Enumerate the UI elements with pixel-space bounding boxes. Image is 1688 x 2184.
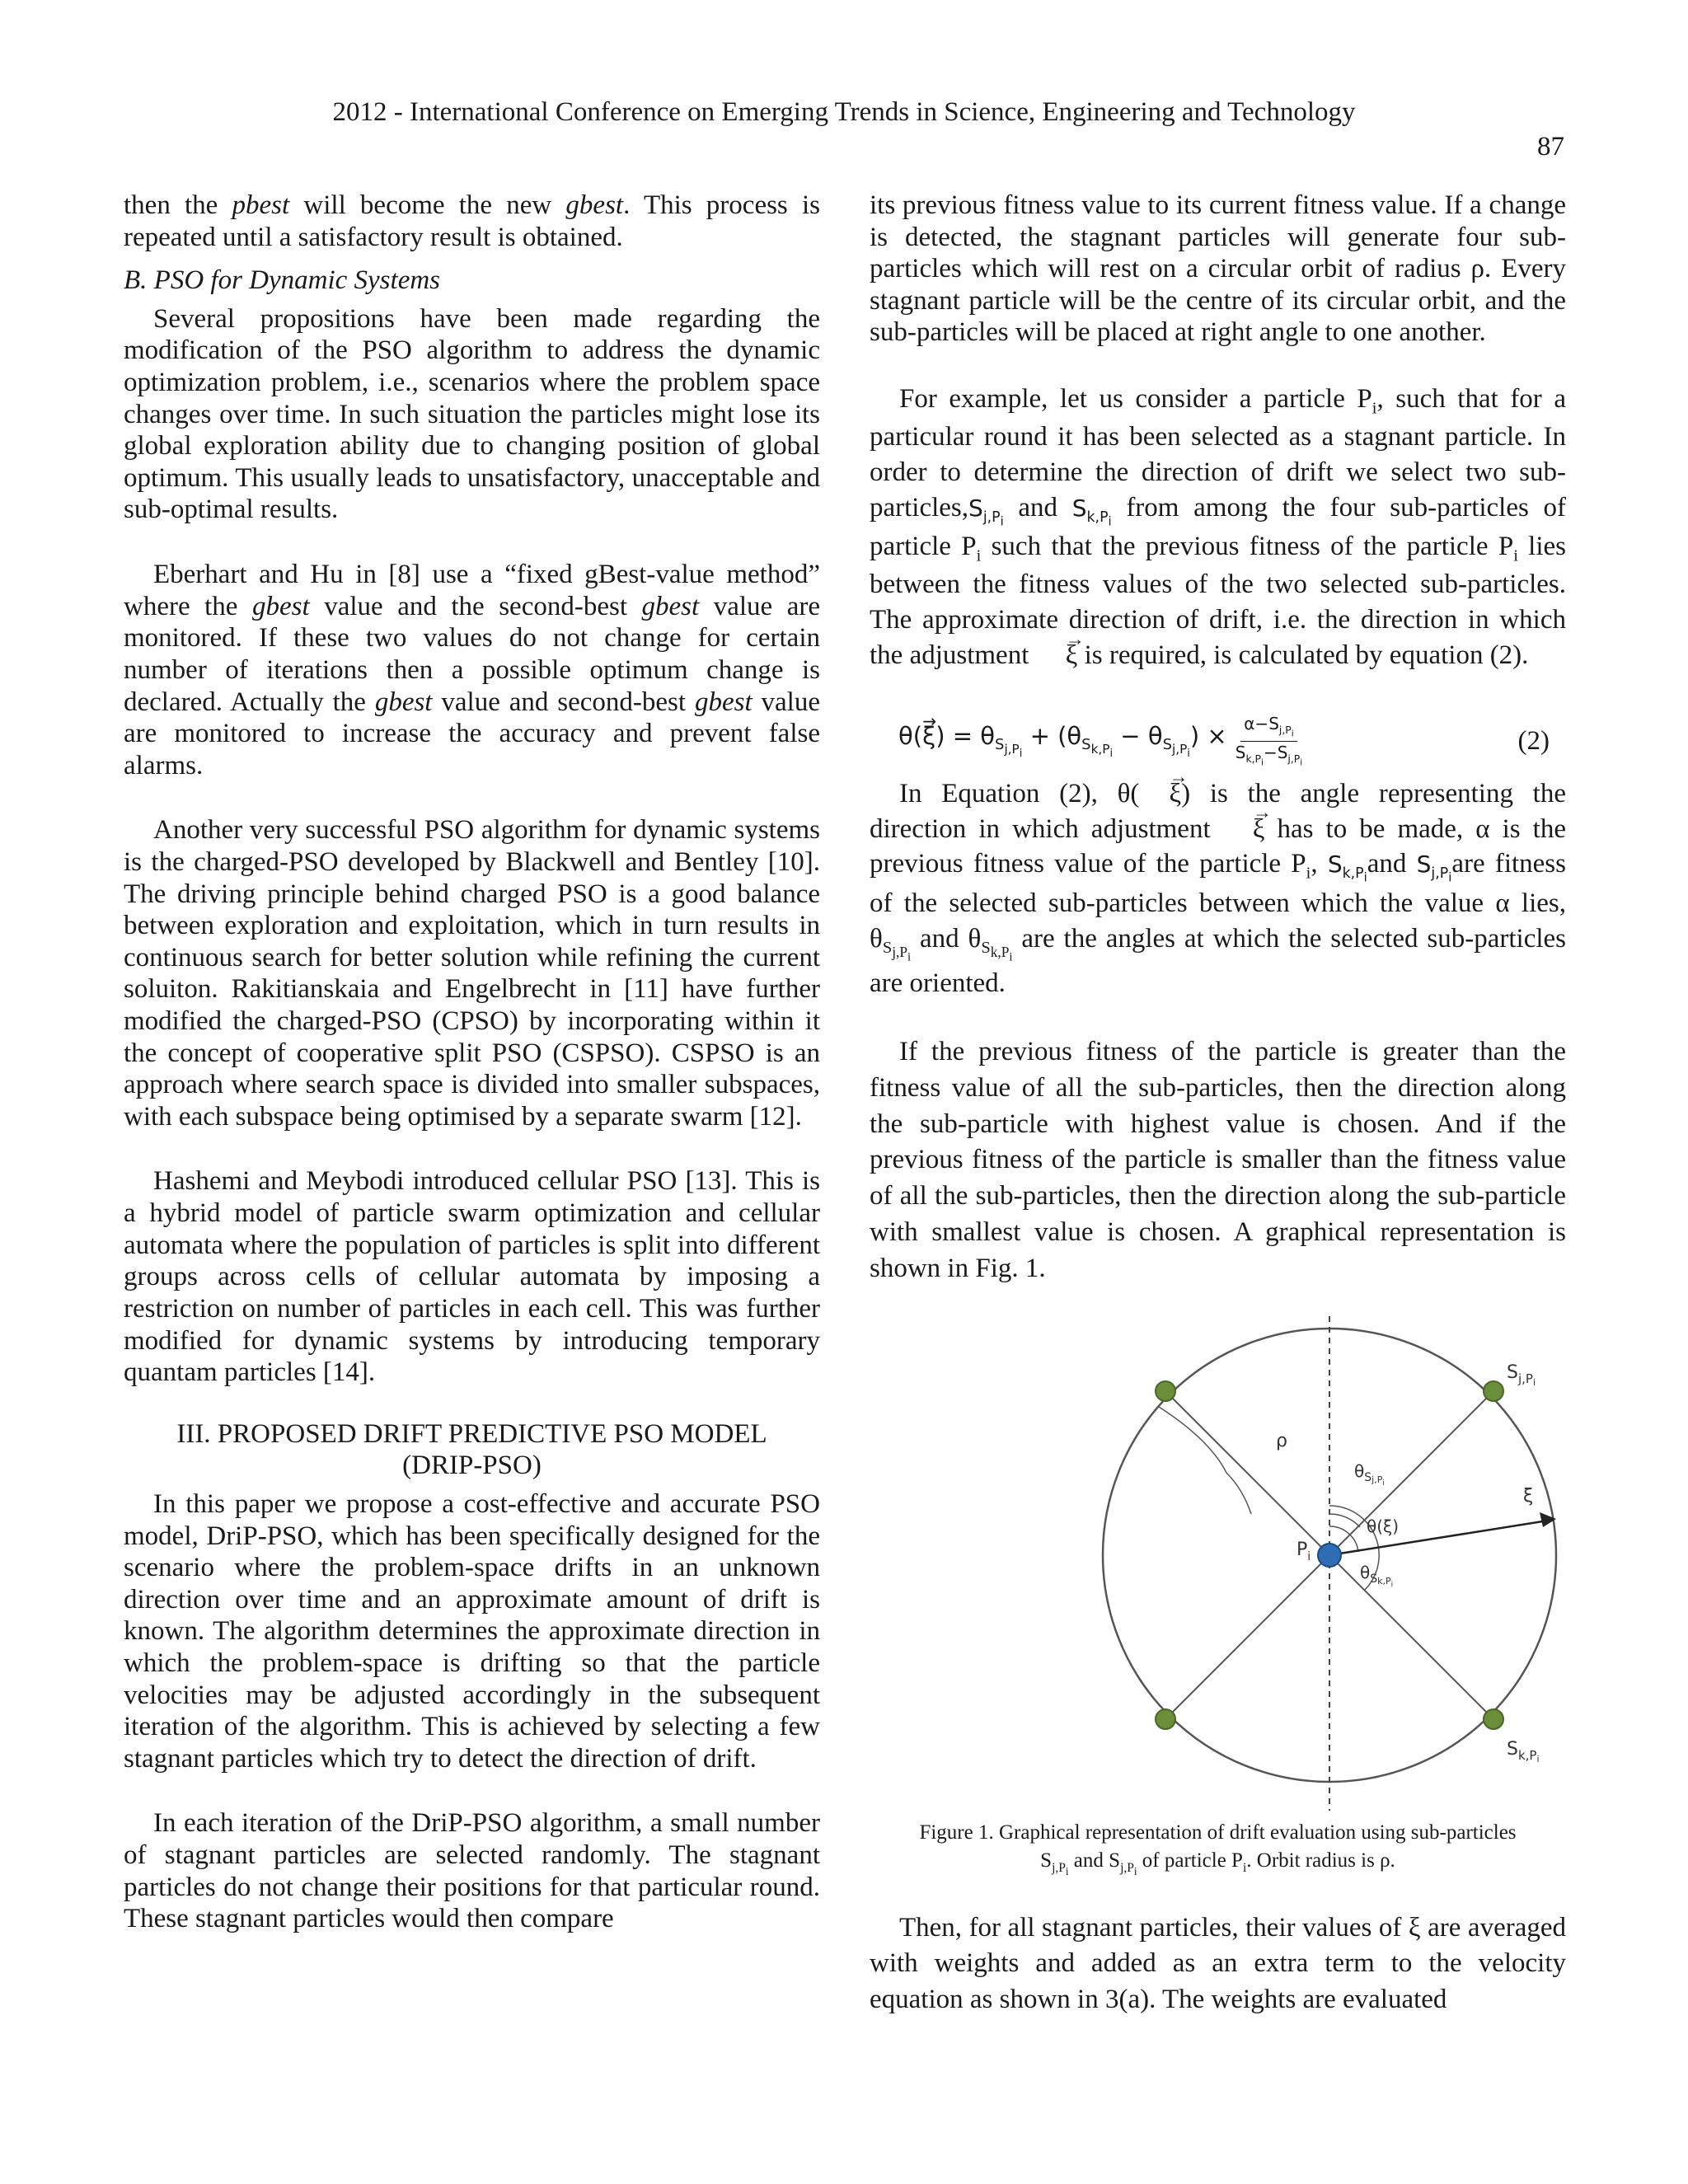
theta-j-arc: [1329, 1514, 1360, 1527]
equation-2: [898, 715, 1550, 768]
running-header: 2012 - International Conference on Emerging Trends in Science, Engineering and Technology: [332, 97, 1356, 127]
sub-particle-bottom-right: [1484, 1709, 1503, 1729]
sk-label: $S_{k,P}i$: [1506, 1738, 1540, 1765]
theta-sk-label: $\theta_Sk,Pi$: [1359, 1562, 1393, 1589]
paragraph: Then, for all stagnant particles, their values of ξ are averaged with weights and added as an extra term to the velocity equation as shown in 3(a). The weights are evaluated: [870, 1912, 1566, 2015]
pi-label: $P_i$: [1296, 1539, 1311, 1563]
paragraph: In this paper we propose a cost-effective and accurate PSO model, DriP-PSO, which has been specifically designed for the scenario where the problem-space drifts in an unknown direction over time and an approximate amount of drift is known. The algorithm determines the approximate direction in which the problem-space is drifting so that the particle velocities may be adjusted accordingly in the subsequent iteration of the algorithm. This is achieved by selecting a few stagnant particles which try to detect the direction of drift.: [124, 1488, 820, 1774]
paragraph: Several propositions have been made regarding the modification of the PSO algorithm to address the dynamic optimization problem, i.e., scenarios where the problem space changes over time. In such situation the particles might lose its global exploration ability due to changing position of global optimum. This usually leads to unsatisfactory, unacceptable and sub-optimal results.: [124, 303, 820, 525]
equation-number: (2): [1517, 726, 1550, 757]
figure-caption: Figure 1. Graphical representation of drift evaluation using sub-particles $S_{j,P_i}$ and $S_{j,P_i}$ of particle $P_i$. Orbit radius is ρ.: [919, 1821, 1517, 1877]
equation-body: $\theta(\to \xi) = \theta_{S_{j,P_i}} + (\theta_{S_{k,P_i}} - \theta_{S_{j,P_i}})$ × $\frac{\alpha-S_{j,P_i}}{S_{k,P_i}-S_{j,P_i}}$: [898, 715, 1306, 768]
sj-label: $S_{j,P}i$: [1506, 1361, 1536, 1388]
xi-label: ξ: [1522, 1485, 1533, 1507]
rho-brace: [1159, 1407, 1251, 1514]
sub-particle-top-right: [1484, 1381, 1503, 1401]
paragraph: Another very successful PSO algorithm for dynamic systems is the charged-PSO developed by Blackwell and Bentley [10]. The driving principle behind charged PSO is a good balance between exploration and exploitation, which in turn results in continuous search for better solution while refining the current soluiton. Rakitianskaia and Engelbrecht in [11] have further modified the charged-PSO (CPSO) by incorporating within it the concept of cooperative split PSO (CSPSO). CSPSO is an approach where search space is divided into smaller subspaces, with each subspace being optimised by a separate swarm [12].: [124, 815, 820, 1132]
figure-1: [870, 1316, 1566, 1879]
left-column: [124, 190, 820, 1935]
sub-particle-bottom-left: [1156, 1709, 1175, 1729]
paragraph: For example, let us consider a particle $P_i$, such that for a particular round it has been selected as a stagnant particle. In order to determine the direction of drift we select two sub-$particles,S_{j,P_i}$ and $S_{k,P_i}$ from among the four sub-particles of particle $P_i$ such that the previous fitness of the particle $P_i$ lies between the fitness values of the two selected sub-particles. The approximate direction of drift, i.e. the direction in which the adjustment → ξ is required, is calculated by equation (2).: [870, 382, 1566, 673]
paragraph: If the previous fitness of the particle is greater than the fitness value of all the sub-particles, then the direction along the sub-particle with highest value is chosen. And if the previous fitness of the particle is smaller than the fitness value of all the sub-particles, then the direction along the sub-particle with smallest value is chosen. A graphical representation is shown in Fig. 1.: [870, 1036, 1566, 1284]
rho-label: ρ: [1275, 1430, 1287, 1451]
paragraph: then the pbest will become the new gbest. This process is repeated until a satisfactory result is obtained.: [124, 190, 820, 252]
paragraph: Eberhart and Hu in [8] use a “fixed gBest-value method” where the gbest value and the second-best gbest value are monitored. If these two values do not change for certain number of iterations then a possible optimum change is declared. Actually the gbest value and second-best gbest value are monitored to increase the accuracy and prevent false alarms.: [124, 560, 821, 780]
stagnant-particle: [1318, 1544, 1341, 1567]
section-heading: III. PROPOSED DRIFT PREDICTIVE PSO MODEL (DRIP-PSO): [176, 1418, 767, 1481]
subsection-heading: B. PSO for Dynamic Systems: [124, 265, 441, 296]
theta-sj-label: $\theta_Sj,Pi$: [1353, 1460, 1385, 1488]
page-number: 87: [1537, 132, 1564, 162]
sub-particle-top-left: [1156, 1381, 1175, 1401]
drift-diagram: [979, 1316, 1540, 1811]
theta-xi-label: θ(ξ): [1366, 1516, 1399, 1536]
right-column: [870, 190, 1566, 2018]
paragraph: In each iteration of the DriP-PSO algorithm, a small number of stagnant particles are selected randomly. The stagnant particles do not change their positions for that particular round. These stagnant particles would then compare: [124, 1808, 820, 1934]
paragraph: In Equation (2), θ(→ ξ) is the angle representing the direction in which adjustment → ξ has to be made, α is the previous fitness value of the particle $P_i$, $S_{k,P_i}and$ $S_{j,P_i}are$ fitness of the selected sub-particles between which the value α lies, $\theta_{S_{j,P_i}}$ and $\theta_{S_{k,P_i}}$ are the angles at which the selected sub-particles are oriented.: [870, 776, 1566, 1001]
drift-vector: [1329, 1521, 1548, 1555]
paragraph: Hashemi and Meybodi introduced cellular PSO [13]. This is a hybrid model of particle swarm optimization and cellular automata where the population of particles is split into different groups across cells of cellular automata by imposing a restriction on number of particles in each cell. This was further modified for dynamic systems by introducing temporary quantam particles [14].: [124, 1166, 820, 1388]
paragraph: its previous fitness value to its current fitness value. If a change is detected, the stagnant particles will generate four sub-particles which will rest on a circular orbit of radius ρ. Every stagnant particle will be the centre of its circular orbit, and the sub-particles will be placed at right angle to one another.: [870, 190, 1566, 348]
